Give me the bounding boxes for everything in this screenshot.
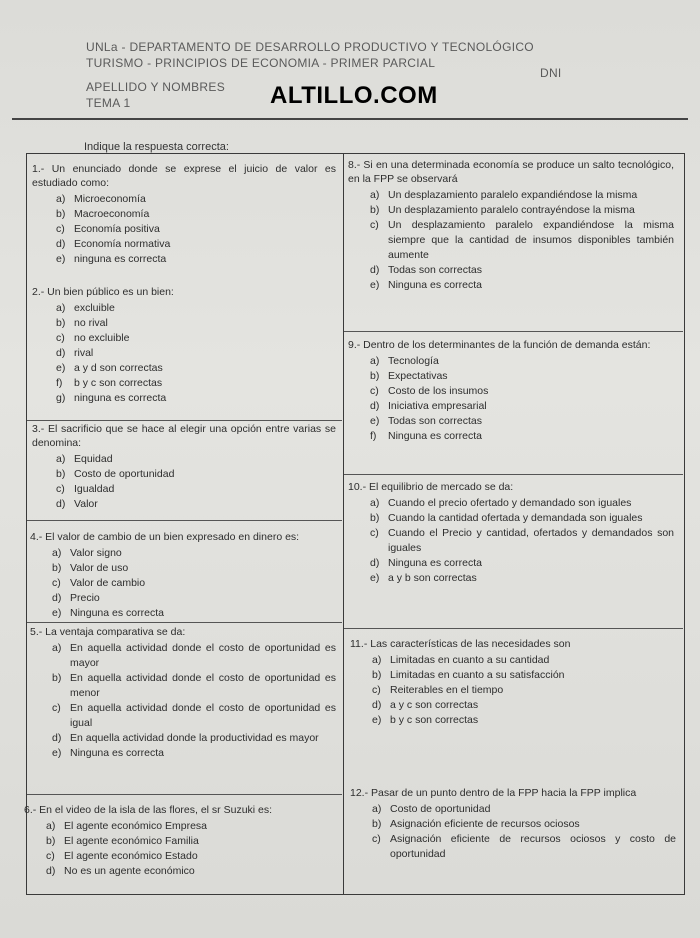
- option-c[interactable]: c) Cuando el Precio y cantidad, ofertados y demandados son iguales: [370, 527, 674, 554]
- option-b[interactable]: b) Expectativas: [370, 370, 448, 382]
- option-a[interactable]: a) Costo de oportunidad: [372, 803, 491, 815]
- question-11: [350, 637, 674, 728]
- question-8: [348, 158, 674, 293]
- option-d[interactable]: d) Todas son correctas: [370, 264, 482, 276]
- question-9: [348, 338, 674, 444]
- option-b[interactable]: b) En aquella actividad donde el costo de oportunidad es menor: [52, 672, 336, 699]
- question-separator: [27, 794, 342, 795]
- question-10: [348, 480, 674, 586]
- question-separator: [344, 474, 683, 475]
- option-c[interactable]: c) Un desplazamiento paralelo expandiéndose la misma siempre que la cantidad de insumos disponibles también aumente: [370, 219, 674, 261]
- question-3: [32, 422, 336, 512]
- option-b[interactable]: b) Un desplazamiento paralelo contrayéndose la misma: [370, 204, 635, 216]
- option-b[interactable]: b) Macroeconomía: [56, 208, 150, 220]
- option-c[interactable]: c) Economía positiva: [56, 223, 160, 235]
- instruction: Indique la respuesta correcta:: [84, 141, 229, 153]
- option-c[interactable]: c) Costo de los insumos: [370, 385, 489, 397]
- option-d[interactable]: d) Valor: [56, 498, 98, 510]
- option-c[interactable]: c) El agente económico Estado: [46, 850, 198, 862]
- question-text: 6.- En el video de la isla de las flores, el sr Suzuki es:: [24, 804, 273, 816]
- question-separator: [27, 520, 342, 521]
- option-e[interactable]: e) b y c son correctas: [372, 714, 479, 726]
- option-d[interactable]: d) a y c son correctas: [372, 699, 479, 711]
- option-d[interactable]: d) Iniciativa empresarial: [370, 400, 487, 412]
- question-text: 5.- La ventaja comparativa se da:: [30, 626, 186, 638]
- header-course: TURISMO - PRINCIPIOS DE ECONOMIA - PRIMER PARCIAL: [86, 56, 436, 70]
- header-name-field: APELLIDO Y NOMBRES: [86, 80, 226, 94]
- option-e[interactable]: e) a y b son correctas: [370, 572, 477, 584]
- question-text: 1.- Un enunciado donde se exprese el juicio de valor es estudiado como:: [32, 163, 336, 189]
- question-text: 10.- El equilibrio de mercado se da:: [348, 481, 514, 493]
- question-text: 11.- Las características de las necesidades son: [350, 638, 571, 650]
- option-d[interactable]: d) Precio: [52, 592, 100, 604]
- option-e[interactable]: e) Ninguna es correcta: [52, 747, 164, 759]
- header-department: UNLa - DEPARTAMENTO DE DESARROLLO PRODUCTIVO Y TECNOLÓGICO: [86, 40, 534, 54]
- option-b[interactable]: b) Costo de oportunidad: [56, 468, 175, 480]
- option-a[interactable]: a) Microeconomía: [56, 193, 146, 205]
- question-separator: [344, 331, 683, 332]
- option-d[interactable]: d) Ninguna es correcta: [370, 557, 482, 569]
- question-text: 8.- Si en una determinada economía se produce un salto tecnológico, en la FPP se observará: [348, 159, 674, 185]
- header-divider: [12, 118, 688, 120]
- option-c[interactable]: c) Asignación eficiente de recursos ociosos y costo de oportunidad: [372, 833, 676, 860]
- question-text: 2.- Un bien público es un bien:: [32, 286, 174, 298]
- question-2: [32, 285, 336, 406]
- question-text: 3.- El sacrificio que se hace al elegir una opción entre varias se denomina:: [32, 423, 336, 449]
- option-e[interactable]: e) Todas son correctas: [370, 415, 482, 427]
- option-a[interactable]: a) En aquella actividad donde el costo de oportunidad es mayor: [52, 642, 336, 669]
- option-a[interactable]: a) Valor signo: [52, 547, 122, 559]
- watermark: ALTILLO.COM: [270, 82, 438, 109]
- header-dni-field: DNI: [540, 66, 562, 80]
- option-b[interactable]: b) Valor de uso: [52, 562, 129, 574]
- option-b[interactable]: b) Limitadas en cuanto a su satisfacción: [372, 669, 565, 681]
- question-5: [30, 625, 336, 761]
- option-b[interactable]: b) no rival: [56, 317, 108, 329]
- question-separator: [344, 628, 683, 629]
- option-c[interactable]: c) En aquella actividad donde el costo de oportunidad es igual: [52, 702, 336, 729]
- question-text: 4.- El valor de cambio de un bien expresado en dinero es:: [30, 531, 300, 543]
- option-e[interactable]: e) a y d son correctas: [56, 362, 163, 374]
- option-a[interactable]: a) Limitadas en cuanto a su cantidad: [372, 654, 550, 666]
- option-e[interactable]: e) Ninguna es correcta: [52, 607, 164, 619]
- option-a[interactable]: a) Tecnología: [370, 355, 439, 367]
- option-b[interactable]: b) El agente económico Familia: [46, 835, 199, 847]
- option-g[interactable]: g) ninguna es correcta: [56, 392, 167, 404]
- option-f[interactable]: f) Ninguna es correcta: [370, 430, 482, 442]
- option-a[interactable]: a) Un desplazamiento paralelo expandiéndose la misma: [370, 189, 638, 201]
- question-6: [24, 803, 336, 879]
- option-e[interactable]: e) ninguna es correcta: [56, 253, 167, 265]
- option-a[interactable]: a) excluible: [56, 302, 115, 314]
- option-e[interactable]: e) Ninguna es correcta: [370, 279, 482, 291]
- question-12: [350, 786, 676, 862]
- option-d[interactable]: d) rival: [56, 347, 94, 359]
- option-b[interactable]: b) Asignación eficiente de recursos ociosos: [372, 818, 580, 830]
- header-tema: TEMA 1: [86, 96, 131, 110]
- option-a[interactable]: a) El agente económico Empresa: [46, 820, 207, 832]
- option-d[interactable]: d) Economía normativa: [56, 238, 171, 250]
- option-a[interactable]: a) Equidad: [56, 453, 113, 465]
- question-4: [30, 530, 336, 621]
- option-a[interactable]: a) Cuando el precio ofertado y demandado son iguales: [370, 497, 632, 509]
- question-text: 9.- Dentro de los determinantes de la función de demanda están:: [348, 339, 651, 351]
- option-d[interactable]: d) No es un agente económico: [46, 865, 195, 877]
- question-1: [32, 162, 336, 267]
- question-separator: [27, 622, 342, 623]
- question-separator: [27, 420, 342, 421]
- question-text: 12.- Pasar de un punto dentro de la FPP hacia la FPP implica: [350, 787, 637, 799]
- option-b[interactable]: b) Cuando la cantidad ofertada y demandada son iguales: [370, 512, 643, 524]
- option-c[interactable]: c) Valor de cambio: [52, 577, 146, 589]
- option-c[interactable]: c) Reiterables en el tiempo: [372, 684, 504, 696]
- option-d[interactable]: d) En aquella actividad donde la productividad es mayor: [52, 732, 319, 744]
- option-f[interactable]: f) b y c son correctas: [56, 377, 163, 389]
- option-c[interactable]: c) Igualdad: [56, 483, 115, 495]
- option-c[interactable]: c) no excluible: [56, 332, 130, 344]
